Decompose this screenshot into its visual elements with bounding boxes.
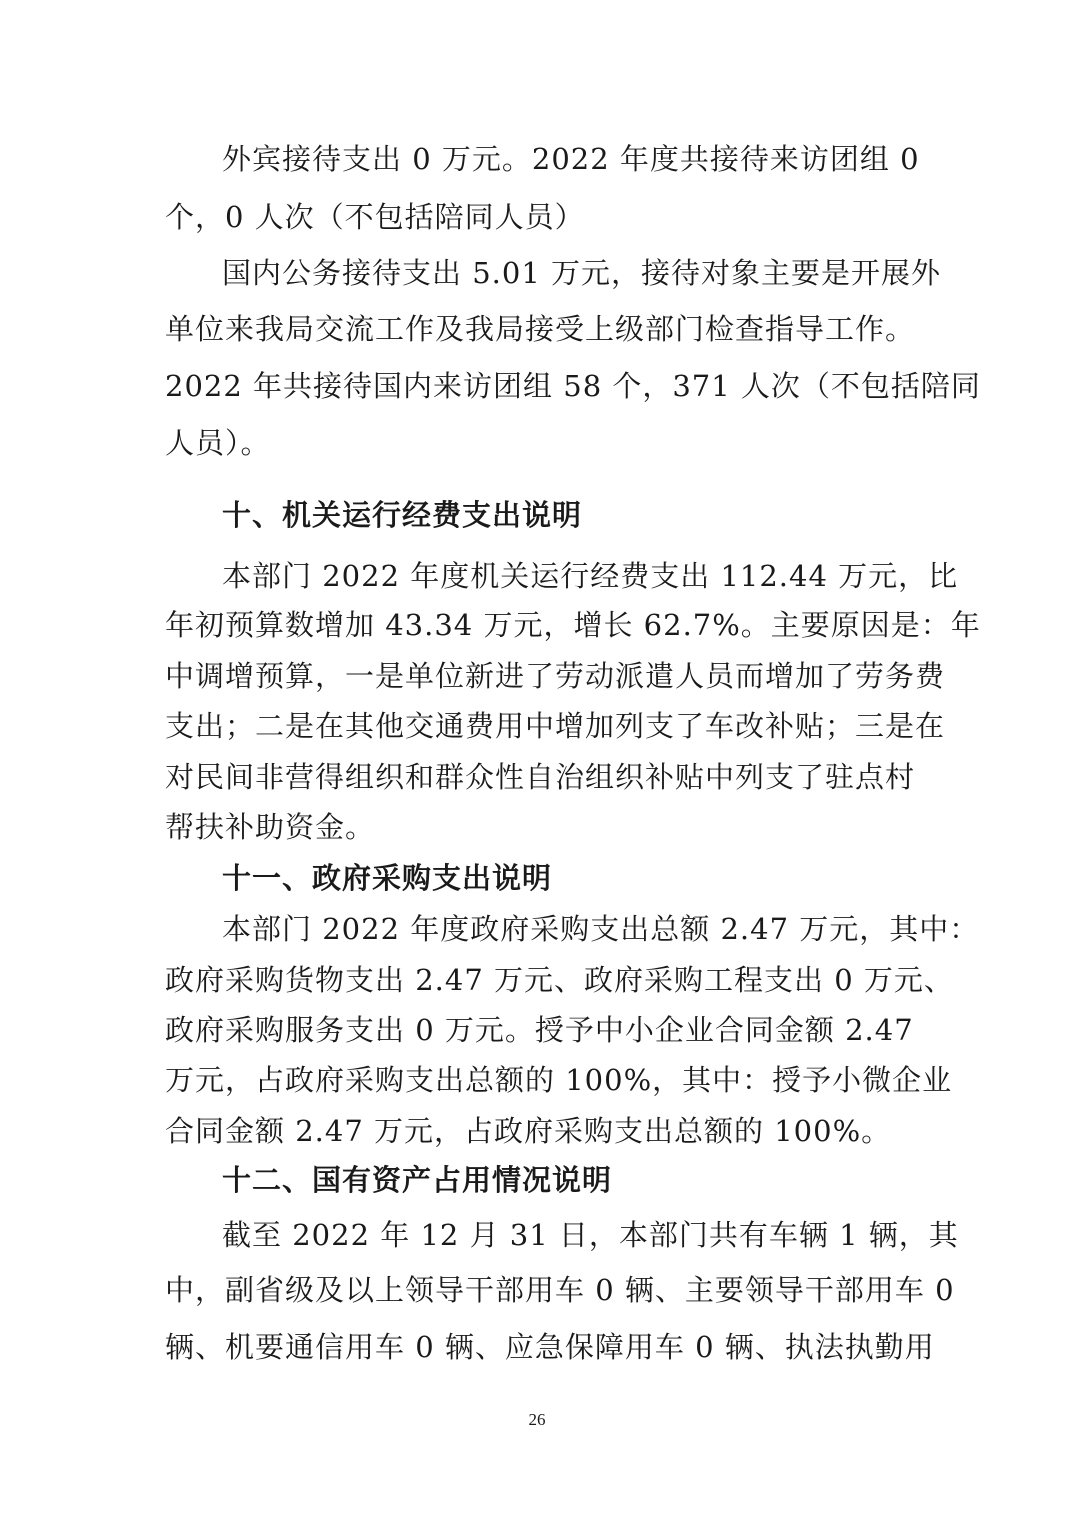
paragraph-line: 单位来我局交流工作及我局接受上级部门检查指导工作。 xyxy=(165,312,916,346)
paragraph-line: 合同金额 2.47 万元，占政府采购支出总额的 100%。 xyxy=(165,1114,892,1148)
paragraph-line: 国内公务接待支出 5.01 万元，接待对象主要是开展外 xyxy=(222,256,942,290)
section-heading: 十一、政府采购支出说明 xyxy=(222,861,553,895)
paragraph-line: 外宾接待支出 0 万元。2022 年度共接待来访团组 0 xyxy=(222,142,920,176)
paragraph-line: 2022 年共接待国内来访团组 58 个，371 人次（不包括陪同 xyxy=(165,369,981,403)
paragraph-line: 人员）。 xyxy=(165,426,271,460)
paragraph-line: 年初预算数增加 43.34 万元，增长 62.7%。主要原因是：年 xyxy=(165,608,981,642)
section-heading: 十二、国有资产占用情况说明 xyxy=(222,1163,613,1197)
paragraph-line: 辆、机要通信用车 0 辆、应急保障用车 0 辆、执法执勤用 xyxy=(165,1330,935,1364)
paragraph-line: 本部门 2022 年度机关运行经费支出 112.44 万元，比 xyxy=(222,559,959,593)
paragraph-line: 截至 2022 年 12 月 31 日，本部门共有车辆 1 辆，其 xyxy=(222,1218,959,1252)
paragraph-line: 政府采购服务支出 0 万元。授予中小企业合同金额 2.47 xyxy=(165,1013,914,1047)
paragraph-line: 中调增预算，一是单位新进了劳动派遣人员而增加了劳务费 xyxy=(165,659,946,693)
paragraph-line: 支出；二是在其他交通费用中增加列支了车改补贴；三是在 xyxy=(165,709,946,743)
paragraph-line: 政府采购货物支出 2.47 万元、政府采购工程支出 0 万元、 xyxy=(165,963,954,997)
paragraph-line: 个，0 人次（不包括陪同人员） xyxy=(165,200,585,234)
paragraph-line: 帮扶补助资金。 xyxy=(165,810,376,844)
section-heading: 十、机关运行经费支出说明 xyxy=(222,498,583,532)
paragraph-line: 对民间非营得组织和群众性自治组织补贴中列支了驻点村 xyxy=(165,760,916,794)
paragraph-line: 万元，占政府采购支出总额的 100%，其中：授予小微企业 xyxy=(165,1063,953,1097)
page-number: 26 xyxy=(528,1410,546,1429)
paragraph-line: 本部门 2022 年度政府采购支出总额 2.47 万元，其中： xyxy=(222,912,980,946)
paragraph-line: 中，副省级及以上领导干部用车 0 辆、主要领导干部用车 0 xyxy=(165,1273,955,1307)
